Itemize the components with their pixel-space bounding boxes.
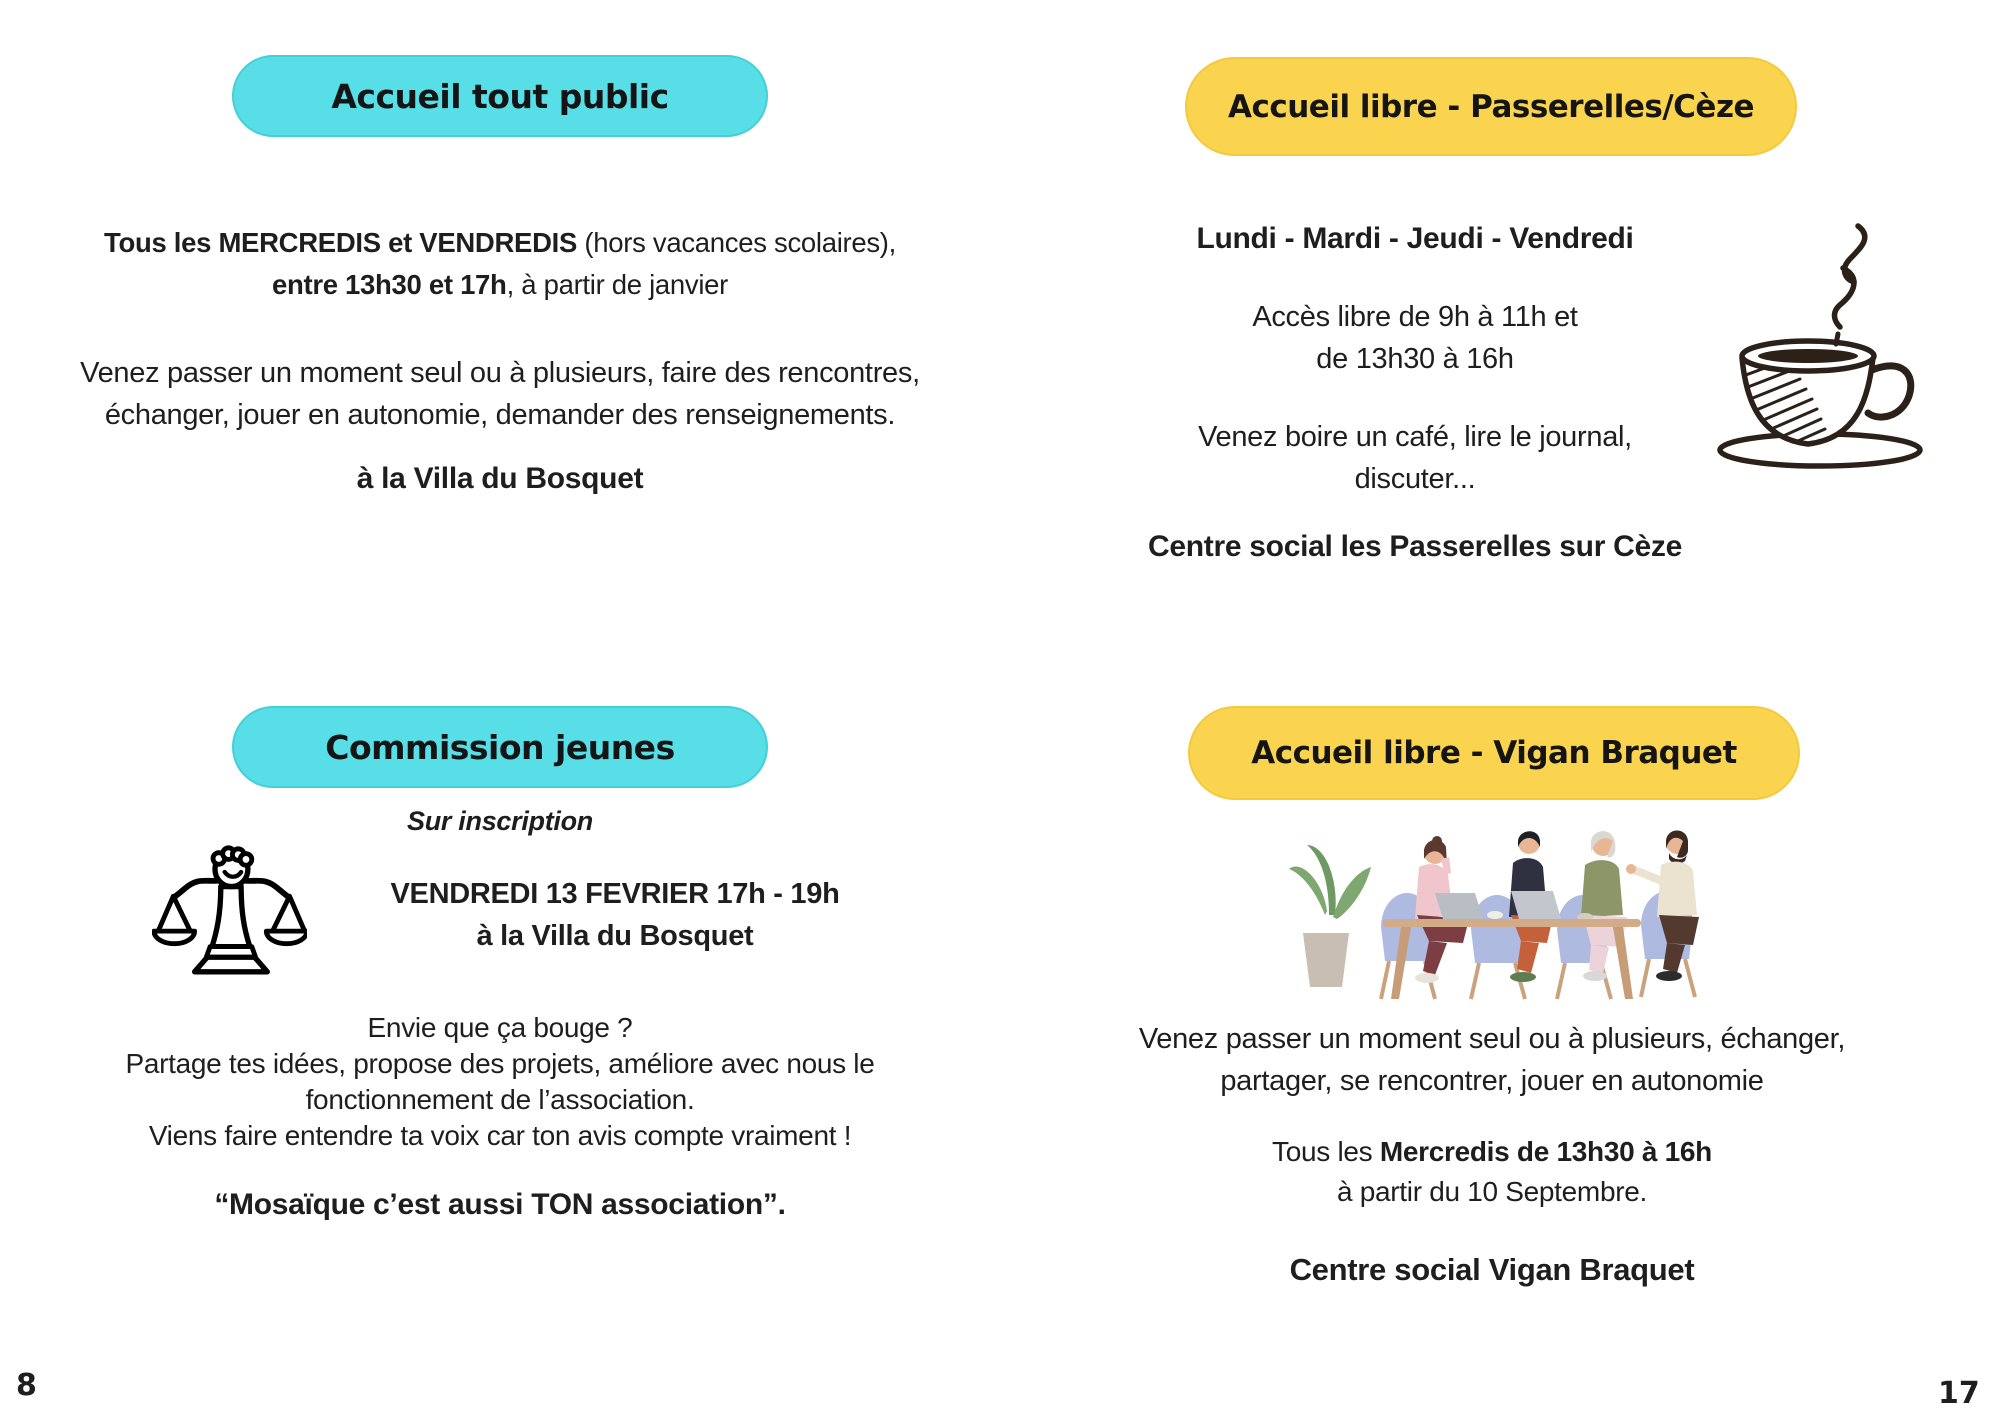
section-title: Accueil tout public [331,76,669,116]
schedule-text [60,222,940,306]
people-meeting-illustration [1285,815,1725,1005]
body-line-4: Viens faire entendre ta voix car ton avis compte vraiment ! [148,1120,852,1151]
hours-text [1100,296,1730,380]
body-line-2: discuter... [1354,463,1476,495]
section-title: Accueil libre - Passerelles/Cèze [1227,88,1755,125]
location-text: à la Villa du Bosquet [356,462,644,495]
event-date-text: VENDREDI 13 FEVRIER 17h - 19h [390,878,840,910]
body-line-1: Venez passer un moment seul ou à plusieurs, faire des rencontres, [80,357,920,389]
hours-line-1: Accès libre de 9h à 11h et [1252,301,1578,333]
event-place-text: à la Villa du Bosquet [476,920,754,952]
body-text [1100,416,1730,500]
quote-text: “Mosaïque c’est aussi TON association”. [214,1188,786,1221]
body-line-3: fonctionnement de l’association. [305,1084,695,1115]
body-line-1: Envie que ça bouge ? [367,1012,633,1043]
schedule-line-2: à partir du 10 Septembre. [1336,1176,1648,1207]
body-line-1: Venez passer un moment seul ou à plusieurs, échanger, [1138,1023,1846,1055]
title-pill-vigan-braquet [1188,706,1800,800]
title-pill-commission-jeunes [232,706,768,788]
section-title: Commission jeunes [325,727,675,767]
body-line-2: partager, se rencontrer, jouer en autonomie [1220,1065,1764,1097]
body-line-2: échanger, jouer en autonomie, demander des renseignements. [104,399,896,431]
title-pill-accueil-tout-public [232,55,768,137]
coffee-cup-icon [1700,208,1970,473]
plant [1289,845,1371,987]
body-text [50,1010,950,1154]
schedule-line-1: Tous les MERCREDIS et VENDREDIS (hors vacances scolaires), [103,227,897,258]
body-line-2: Partage tes idées, propose des projets, améliore avec nous le [125,1048,875,1079]
location-text: Centre social Vigan Braquet [1289,1252,1695,1287]
body-text [50,352,950,436]
page-number-right: 17 [1938,1376,1980,1411]
schedule-line-2: entre 13h30 et 17h, à partir de janvier [271,269,729,300]
title-pill-passerelles [1185,57,1797,156]
section-title: Accueil libre - Vigan Braquet [1251,735,1737,771]
body-line-1: Venez boire un café, lire le journal, [1198,421,1632,453]
body-text [1112,1018,1872,1102]
schedule-line-1: Tous les Mercredis de 13h30 à 16h [1272,1136,1712,1167]
hours-line-2: de 13h30 à 16h [1316,343,1514,375]
days-text: Lundi - Mardi - Jeudi - Vendredi [1196,222,1634,255]
justice-scales-icon [152,826,307,981]
schedule-text [1112,1132,1872,1212]
page-number-left: 8 [16,1368,37,1403]
location-text: Centre social les Passerelles sur Cèze [1148,530,1682,563]
subtitle-text: Sur inscription [406,806,594,836]
